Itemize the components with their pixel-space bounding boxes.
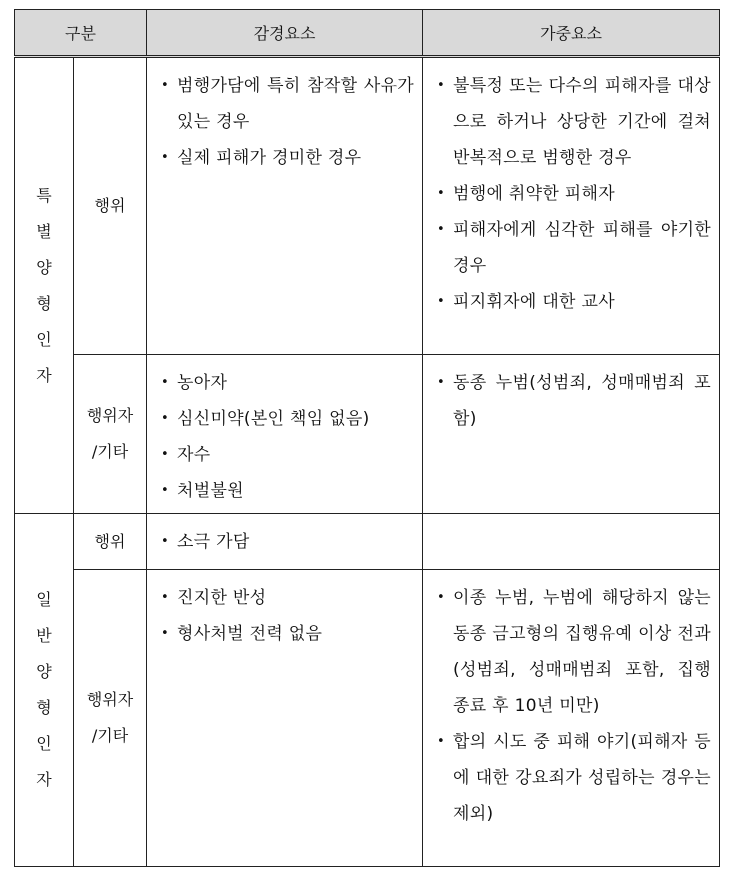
general-actor-aggravating: [423, 570, 720, 867]
special-actor-mitigating: [147, 355, 423, 514]
special-act-mitigating: [147, 57, 423, 355]
list-item: • 피지휘자에 대한 교사: [453, 284, 711, 320]
special-actor-aggravating: [423, 355, 720, 514]
list-item: • 합의 시도 중 피해 야기(피해자 등에 대한 강요죄가 성립하는 경우는 제외): [453, 724, 711, 832]
list-item: • 처벌불원: [177, 473, 414, 509]
special-act-row: [15, 57, 720, 355]
general-act-aggravating: [423, 514, 720, 570]
sentencing-factors-table: [14, 9, 720, 867]
list-item: • 소극 가담: [177, 524, 414, 560]
header-row: [15, 10, 720, 57]
header-category: 구분: [15, 10, 147, 57]
general-act-row: [15, 514, 720, 570]
special-actor-label: 행위자 /기타: [74, 355, 147, 514]
general-actor-mitigating: [147, 570, 423, 867]
list-item: • 범행에 취약한 피해자: [453, 176, 711, 212]
list-item: • 심신미약(본인 책임 없음): [177, 401, 414, 437]
special-factors-label: 특 별 양 형 인 자: [15, 57, 74, 514]
header-mitigating: 감경요소: [147, 10, 423, 57]
general-actor-row: [15, 570, 720, 867]
general-act-label: 행위: [74, 514, 147, 570]
list-item: • 실제 피해가 경미한 경우: [177, 140, 414, 176]
special-actor-row: [15, 355, 720, 514]
list-item: • 불특정 또는 다수의 피해자를 대상으로 하거나 상당한 기간에 걸쳐 반복적으로 범행한 경우: [453, 68, 711, 176]
header-aggravating: 가중요소: [423, 10, 720, 57]
general-act-mitigating: [147, 514, 423, 570]
special-act-label: 행위: [74, 57, 147, 355]
list-item: • 진지한 반성: [177, 580, 414, 616]
list-item: • 범행가담에 특히 참작할 사유가 있는 경우: [177, 68, 414, 140]
general-actor-label: 행위자 /기타: [74, 570, 147, 867]
list-item: • 동종 누범(성범죄, 성매매범죄 포함): [453, 365, 711, 437]
list-item: • 농아자: [177, 365, 414, 401]
list-item: • 피해자에게 심각한 피해를 야기한 경우: [453, 212, 711, 284]
general-factors-label: 일 반 양 형 인 자: [15, 514, 74, 867]
list-item: • 이종 누범, 누범에 해당하지 않는 동종 금고형의 집행유예 이상 전과(성범죄, 성매매범죄 포함, 집행 종료 후 10년 미만): [453, 580, 711, 724]
special-act-aggravating: [423, 57, 720, 355]
list-item: • 형사처벌 전력 없음: [177, 616, 414, 652]
list-item: • 자수: [177, 437, 414, 473]
